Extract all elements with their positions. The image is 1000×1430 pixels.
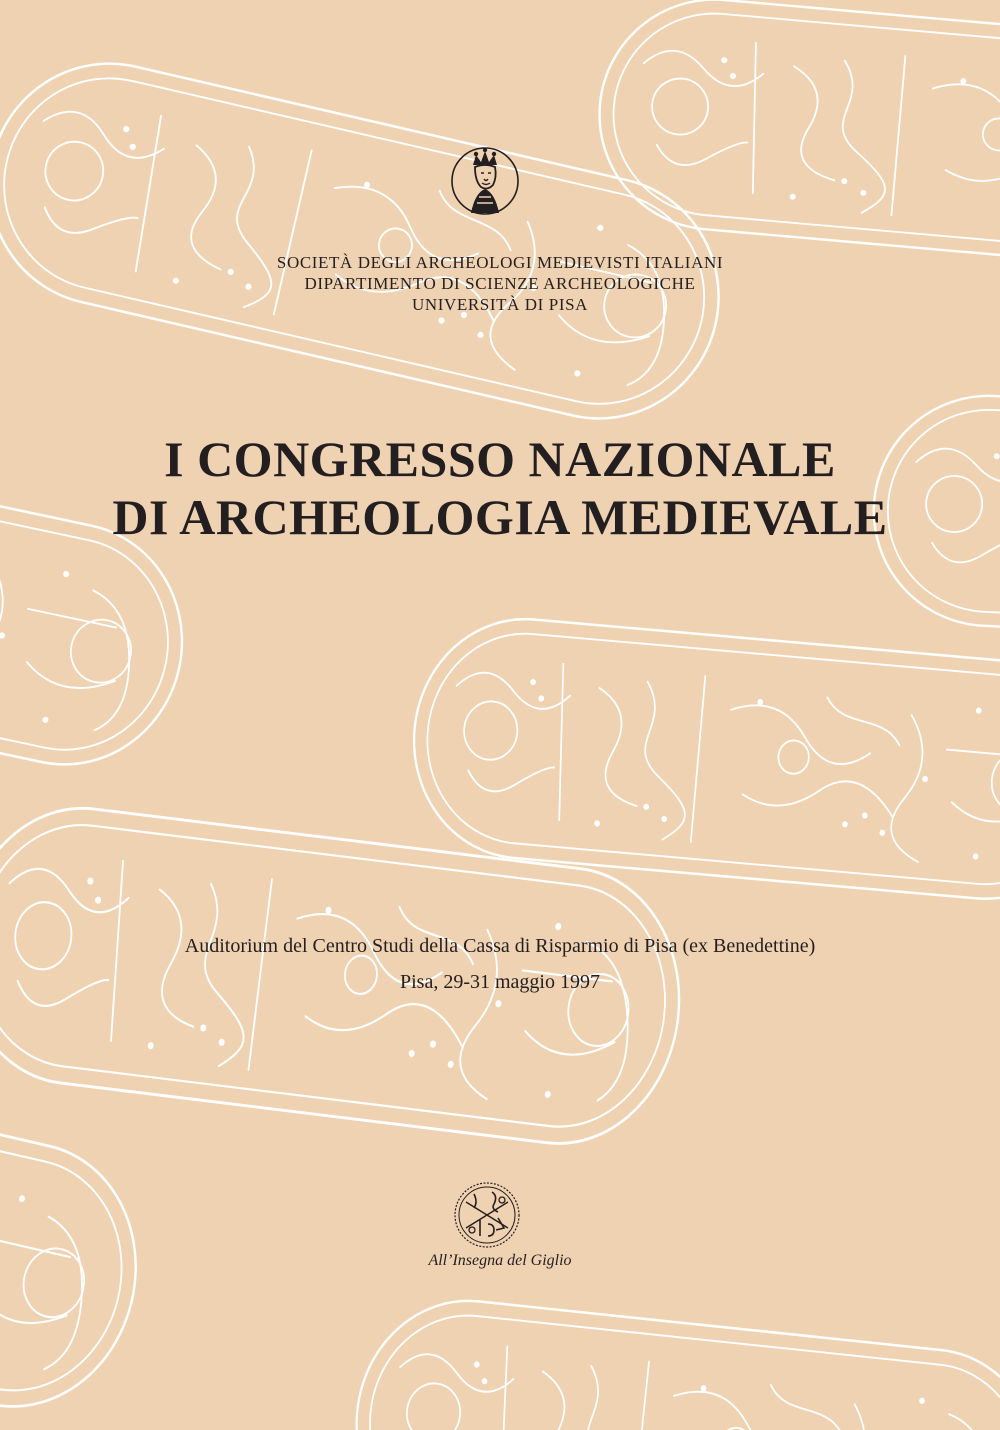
society-name: SOCIETÀ DEGLI ARCHEOLOGI MEDIEVISTI ITALIANI — [276, 253, 724, 272]
title-line-2: DI ARCHEOLOGIA MEDIEVALE — [112, 489, 888, 545]
book-title — [0, 430, 1000, 546]
venue-location: Auditorium del Centro Studi della Cassa di Risparmio di Pisa (ex Benedettine) — [184, 935, 816, 957]
giglio-monogram-seal-icon — [452, 1180, 522, 1250]
venue-block — [0, 928, 1000, 1000]
publisher-name: All’Insegna del Giglio — [428, 1252, 572, 1269]
institutions-block — [0, 252, 1000, 315]
venue-dates: Pisa, 29-31 maggio 1997 — [400, 971, 600, 993]
department-name: DIPARTIMENTO DI SCIENZE ARCHEOLOGICHE — [304, 274, 696, 293]
crowned-king-portrait-icon — [449, 139, 521, 223]
university-name: UNIVERSITÀ DI PISA — [411, 295, 589, 314]
title-line-1: I CONGRESSO NAZIONALE — [164, 431, 836, 487]
